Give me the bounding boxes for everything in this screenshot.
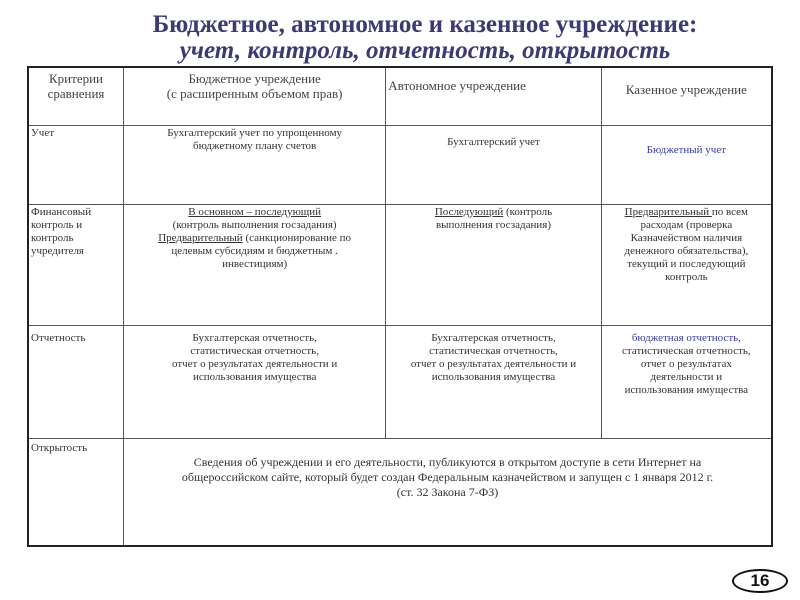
cell-control-state — [601, 204, 772, 325]
cell-line: отчет о результатах деятельности и — [171, 357, 338, 370]
cell-control-autonomous — [386, 204, 601, 325]
cell-line: использования имущества — [431, 370, 556, 383]
header-criteria — [28, 67, 124, 125]
cell-text: , — [738, 331, 741, 344]
cell-line: расходам (проверка — [640, 218, 733, 231]
table-row — [28, 438, 772, 546]
header-autonomous: Автономное учреждение — [386, 67, 601, 125]
highlighted-term: бюджетная отчетность — [631, 331, 739, 344]
cell-accounting-state: Бюджетный учет — [601, 125, 772, 204]
cell-line: статистическая отчетность, — [190, 344, 319, 357]
page-number-badge: 16 — [732, 569, 788, 593]
header-criteria-line: сравнения — [47, 86, 105, 101]
cell-line: Бухгалтерская отчетность, — [431, 331, 556, 344]
cell-line: отчет о результатах — [640, 357, 732, 370]
cell-line: целевым субсидиям и бюджетным . — [171, 244, 338, 257]
header-budget-line: Бюджетное учреждение — [188, 71, 321, 86]
header-state: Казенное учреждение — [601, 67, 772, 125]
cell-accounting-autonomous: Бухгалтерский учет — [386, 125, 601, 204]
table-row — [28, 125, 772, 204]
cell-reporting-autonomous — [386, 325, 601, 438]
cell-line: использования имущества — [192, 370, 317, 383]
header-budget-line: (с расширенным объемом прав) — [166, 86, 343, 101]
comparison-table — [27, 66, 773, 547]
cell-line: выполнения госзадания) — [435, 218, 551, 231]
cell-reporting-budget — [124, 325, 386, 438]
cell-line: (контроль выполнения госзадания) — [172, 218, 337, 231]
row-label-accounting: Учет — [28, 125, 124, 204]
cell-line: контроль и — [31, 218, 83, 231]
cell-line: Сведения об учреждении и его деятельности, публикуются в открытом доступе в сети Интернет на — [193, 454, 702, 469]
cell-line: отчет о результатах деятельности и — [410, 357, 577, 370]
row-label-control — [28, 204, 124, 325]
cell-text: (контроль — [503, 205, 553, 218]
cell-line: инвестициям) — [222, 257, 288, 270]
header-budget — [124, 67, 386, 125]
cell-openness — [124, 438, 772, 546]
cell-line: общероссийском сайте, который будет создан Федеральным казначейством и запущен с 1 января 2012 г. — [181, 469, 714, 484]
cell-text: (санкционирование по — [242, 231, 352, 244]
cell-control-budget — [124, 204, 386, 325]
cell-line: текущий и последующий — [627, 257, 746, 270]
cell-line: статистическая отчетность, — [622, 344, 751, 357]
cell-line: статистическая отчетность, — [429, 344, 558, 357]
table-header-row — [28, 67, 772, 125]
underlined-term: Предварительный — [624, 205, 712, 218]
cell-text: по всем — [711, 205, 749, 218]
cell-line: Бухгалтерская отчетность, — [192, 331, 317, 344]
cell-line: контроль — [31, 231, 74, 244]
underlined-term: Последующий — [434, 205, 504, 218]
row-label-reporting: Отчетность — [28, 325, 124, 438]
cell-line: Финансовый — [31, 205, 92, 218]
cell-line: Бухгалтерский учет по упрощенному — [167, 126, 343, 139]
cell-line: деятельности и — [650, 370, 723, 383]
header-criteria-line: Критерии — [49, 71, 104, 86]
title-line-2: учет, контроль, отчетность, открытость — [179, 37, 671, 64]
cell-line: использования имущества — [624, 383, 749, 396]
underlined-term: В основном – последующий — [188, 205, 322, 218]
slide-title — [0, 12, 800, 64]
table-row — [28, 325, 772, 438]
cell-line: денежного обязательства), — [624, 244, 749, 257]
cell-line: бюджетному плану счетов — [193, 139, 317, 152]
cell-line: (ст. 32 Закона 7-ФЗ) — [396, 484, 499, 499]
title-line-1: Бюджетное, автономное и казенное учреждение: — [152, 11, 698, 38]
row-label-openness: Открытость — [28, 438, 124, 546]
cell-accounting-budget — [124, 125, 386, 204]
cell-reporting-state — [601, 325, 772, 438]
cell-line: Казначейством наличия — [630, 231, 743, 244]
underlined-term: Предварительный — [158, 231, 243, 244]
table-row — [28, 204, 772, 325]
cell-line: учредителя — [31, 244, 84, 257]
cell-line: контроль — [665, 270, 708, 283]
